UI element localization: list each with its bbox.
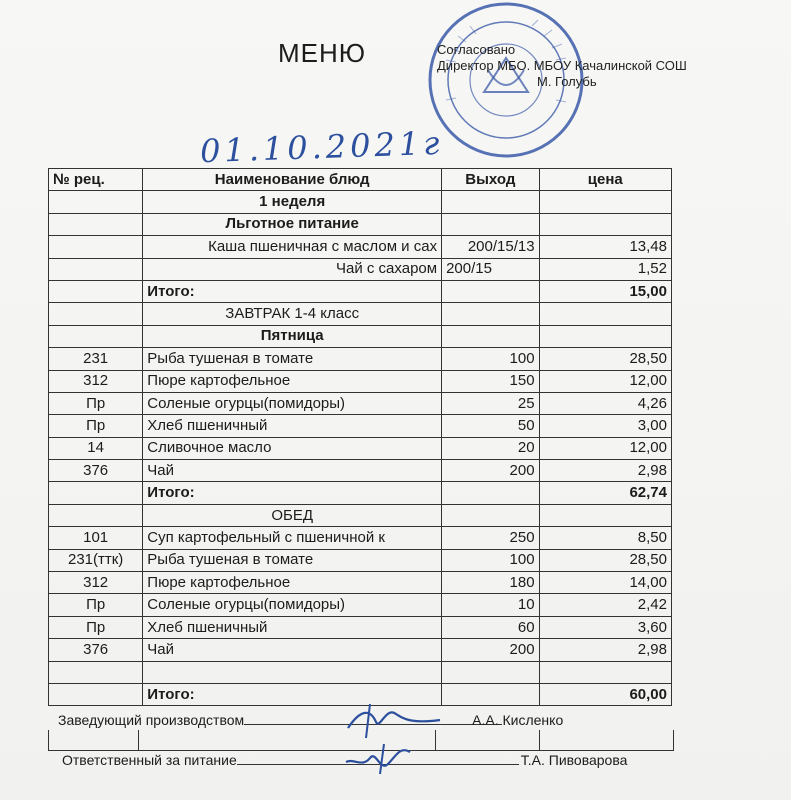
approval-block: [437, 42, 737, 90]
price-cell: 2,98: [539, 639, 671, 661]
price-cell: 3,00: [539, 415, 671, 437]
output-cell: [442, 661, 539, 683]
price-cell: 8,50: [539, 527, 671, 549]
price-cell: [539, 661, 671, 683]
dish-name-cell: Суп картофельный с пшеничной к: [143, 527, 442, 549]
table-row: [49, 303, 672, 325]
approval-name: М. Голубь: [537, 74, 597, 89]
output-cell: [442, 280, 539, 302]
page-title: МЕНЮ: [278, 38, 367, 68]
menu-table-body: [49, 191, 672, 706]
price-cell: 4,26: [539, 392, 671, 414]
recipe-number-cell: [49, 325, 143, 347]
recipe-number-cell: 312: [49, 572, 143, 594]
output-cell: 250: [442, 527, 539, 549]
output-cell: [442, 482, 539, 504]
price-cell: 13,48: [539, 236, 671, 258]
dish-name-cell: Итого:: [143, 482, 442, 504]
dish-name-cell: Соленые огурцы(помидоры): [143, 392, 442, 414]
manager-label: Заведующий производством: [58, 712, 245, 728]
dish-name-cell: Каша пшеничная с маслом и сах: [143, 236, 442, 258]
recipe-number-cell: [49, 504, 143, 526]
table-row: [49, 392, 672, 414]
recipe-number-cell: Пр: [49, 616, 143, 638]
table-row: [49, 325, 672, 347]
table-row: [49, 213, 672, 235]
table-header-row: [49, 169, 672, 191]
table-row: [49, 191, 672, 213]
dish-name-cell: Рыба тушеная в томате: [143, 549, 442, 571]
output-cell: 200: [442, 460, 539, 482]
price-cell: 14,00: [539, 572, 671, 594]
output-cell: 180: [442, 572, 539, 594]
output-cell: 50: [442, 415, 539, 437]
dish-name-cell: Хлеб пшеничный: [143, 415, 442, 437]
output-cell: 25: [442, 392, 539, 414]
price-cell: 2,98: [539, 460, 671, 482]
table-row: [49, 236, 672, 258]
table-row: [49, 460, 672, 482]
output-cell: 150: [442, 370, 539, 392]
dish-name-cell: Сливочное масло: [143, 437, 442, 459]
price-cell: [539, 213, 671, 235]
table-row: [49, 437, 672, 459]
table-row: [49, 616, 672, 638]
col-header-output: Выход: [442, 169, 539, 191]
signature-icon: [340, 738, 430, 778]
recipe-number-cell: 231(ттк): [49, 549, 143, 571]
price-cell: 60,00: [539, 683, 671, 705]
recipe-number-cell: [49, 303, 143, 325]
responsible-name: Т.А. Пивоварова: [520, 752, 628, 768]
recipe-number-cell: Пр: [49, 415, 143, 437]
output-cell: 200: [442, 639, 539, 661]
price-cell: 2,42: [539, 594, 671, 616]
recipe-number-cell: [49, 683, 143, 705]
dish-name-cell: Рыба тушеная в томате: [143, 348, 442, 370]
recipe-number-cell: 376: [49, 460, 143, 482]
menu-table: [48, 168, 672, 706]
output-cell: 200/15: [442, 258, 539, 280]
recipe-number-cell: 14: [49, 437, 143, 459]
price-cell: [539, 325, 671, 347]
output-cell: [442, 325, 539, 347]
col-header-recipe: № рец.: [49, 169, 143, 191]
output-cell: [442, 213, 539, 235]
dish-name-cell: ЗАВТРАК 1-4 класс: [143, 303, 442, 325]
recipe-number-cell: Пр: [49, 392, 143, 414]
price-cell: 28,50: [539, 348, 671, 370]
table-row: [49, 504, 672, 526]
approval-agreed: Согласовано: [437, 42, 516, 57]
signature-icon: [340, 700, 450, 740]
price-cell: 1,52: [539, 258, 671, 280]
table-row: [49, 348, 672, 370]
table-row: [49, 415, 672, 437]
output-cell: 200/15/13: [442, 236, 539, 258]
output-cell: 100: [442, 348, 539, 370]
price-cell: 12,00: [539, 437, 671, 459]
output-cell: [442, 683, 539, 705]
dish-name-cell: Соленые огурцы(помидоры): [143, 594, 442, 616]
output-cell: [442, 303, 539, 325]
recipe-number-cell: 312: [49, 370, 143, 392]
table-row: [49, 594, 672, 616]
recipe-number-cell: [49, 236, 143, 258]
output-cell: 10: [442, 594, 539, 616]
dish-name-cell: Пятница: [143, 325, 442, 347]
output-cell: 100: [442, 549, 539, 571]
col-header-dish: Наименование блюд: [143, 169, 442, 191]
output-cell: [442, 191, 539, 213]
recipe-number-cell: [49, 258, 143, 280]
recipe-number-cell: [49, 280, 143, 302]
dish-name-cell: Чай с сахаром: [143, 258, 442, 280]
output-cell: 60: [442, 616, 539, 638]
table-row: [49, 370, 672, 392]
dish-name-cell: 1 неделя: [143, 191, 442, 213]
recipe-number-cell: 101: [49, 527, 143, 549]
table-row: [49, 572, 672, 594]
dish-name-cell: Пюре картофельное: [143, 572, 442, 594]
dish-name-cell: [143, 661, 442, 683]
dish-name-cell: ОБЕД: [143, 504, 442, 526]
dish-name-cell: Хлеб пшеничный: [143, 616, 442, 638]
responsible-label: Ответственный за питание: [62, 752, 237, 768]
dish-name-cell: Пюре картофельное: [143, 370, 442, 392]
table-row: [49, 258, 672, 280]
dish-name-cell: Льготное питание: [143, 213, 442, 235]
table-row: [49, 280, 672, 302]
output-cell: 20: [442, 437, 539, 459]
table-row: [49, 549, 672, 571]
approval-director: Директор МБО. МБОУ Качалинской СОШ: [437, 58, 687, 73]
table-row: [49, 482, 672, 504]
table-row: [49, 527, 672, 549]
recipe-number-cell: 231: [49, 348, 143, 370]
handwritten-date: 01.10.2021г: [199, 123, 444, 171]
manager-name: А.А. Кисленко: [472, 712, 564, 728]
output-cell: [442, 504, 539, 526]
dish-name-cell: Итого:: [143, 683, 442, 705]
recipe-number-cell: [49, 482, 143, 504]
recipe-number-cell: 376: [49, 639, 143, 661]
dish-name-cell: Итого:: [143, 280, 442, 302]
recipe-number-cell: [49, 213, 143, 235]
price-cell: 28,50: [539, 549, 671, 571]
price-cell: [539, 303, 671, 325]
dish-name-cell: Чай: [143, 639, 442, 661]
recipe-number-cell: Пр: [49, 594, 143, 616]
manager-line: [58, 712, 563, 728]
table-row: [49, 639, 672, 661]
price-cell: 3,60: [539, 616, 671, 638]
col-header-price: цена: [539, 169, 671, 191]
price-cell: 62,74: [539, 482, 671, 504]
recipe-number-cell: [49, 191, 143, 213]
price-cell: [539, 191, 671, 213]
price-cell: [539, 504, 671, 526]
price-cell: 12,00: [539, 370, 671, 392]
table-row: [49, 661, 672, 683]
price-cell: 15,00: [539, 280, 671, 302]
recipe-number-cell: [49, 661, 143, 683]
dish-name-cell: Чай: [143, 460, 442, 482]
